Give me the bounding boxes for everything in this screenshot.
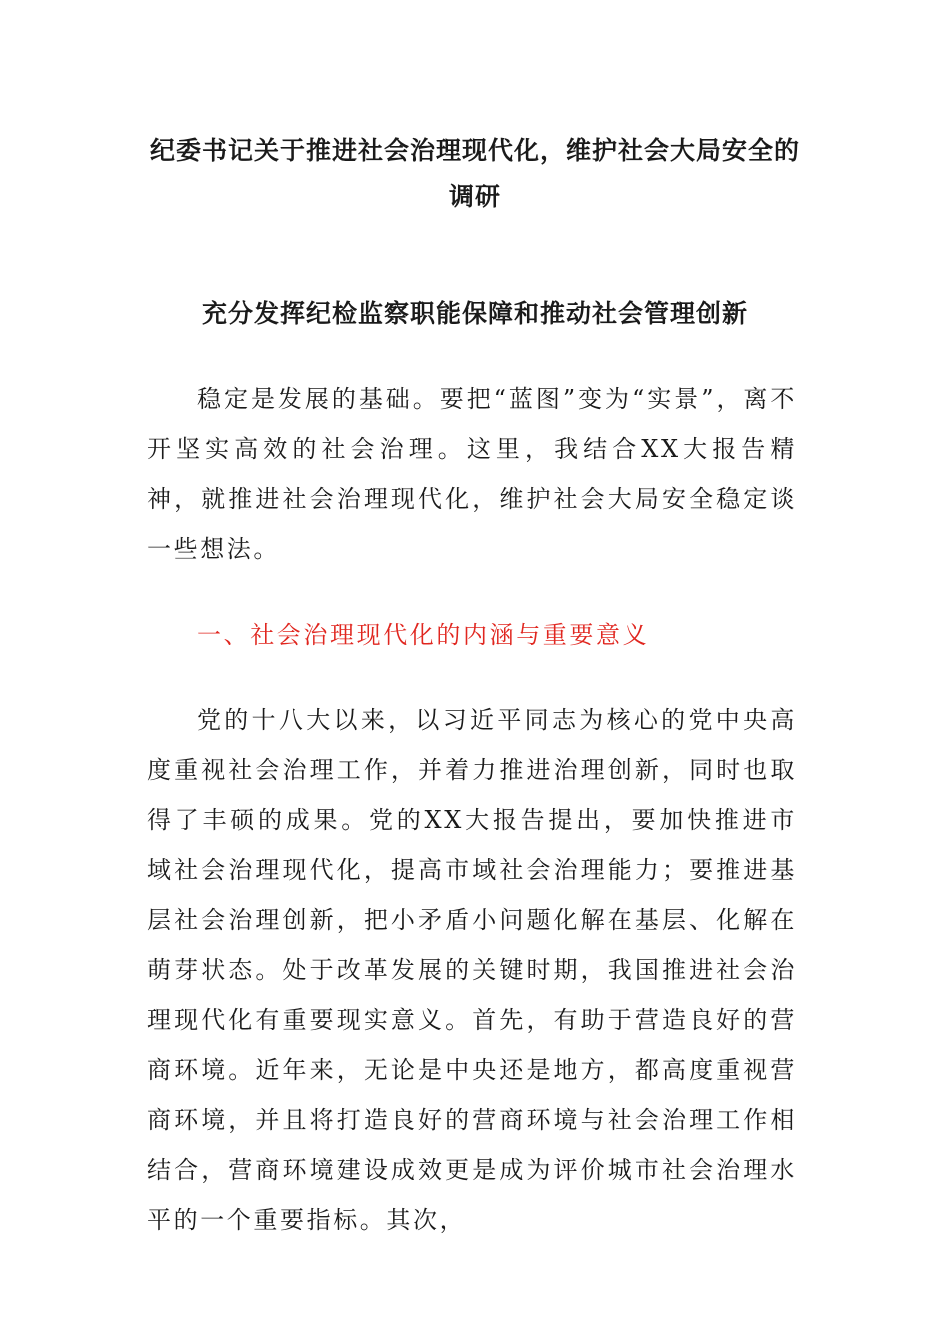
intro-paragraph: 稳定是发展的基础。要把“蓝图”变为“实景”，离不开坚实高效的社会治理。这里，我结合XX大报告精神，就推进社会治理现代化，维护社会大局安全稳定谈一些想法。 — [147, 385, 797, 563]
document-subtitle: 充分发挥纪检监察职能保障和推动社会管理创新 — [201, 299, 748, 328]
body-paragraph: 党的十八大以来，以习近平同志为核心的党中央高度重视社会治理工作，并着力推进治理创新，同时也取得了丰硕的成果。党的XX大报告提出，要加快推进市域社会治理现代化，提高市域社会治理能力；要推进基层社会治理创新，把小矛盾小问题化解在基层、化解在萌芽状态。处于改革发展的关键时期，我国推进社会治理现代化有重要现实意义。首先，有助于营造良好的营商环境。近年来，无论是中央还是地方，都高度重视营商环境，并且将打造良好的营商环境与社会治理工作相结合，营商环境建设成效更是成为评价城市社会治理水平的一个重要指标。其次， — [147, 706, 797, 1234]
document-title: 纪委书记关于推进社会治理现代化，维护社会大局安全的调研 — [149, 136, 800, 211]
section-heading: 一、社会治理现代化的内涵与重要意义 — [197, 621, 650, 649]
